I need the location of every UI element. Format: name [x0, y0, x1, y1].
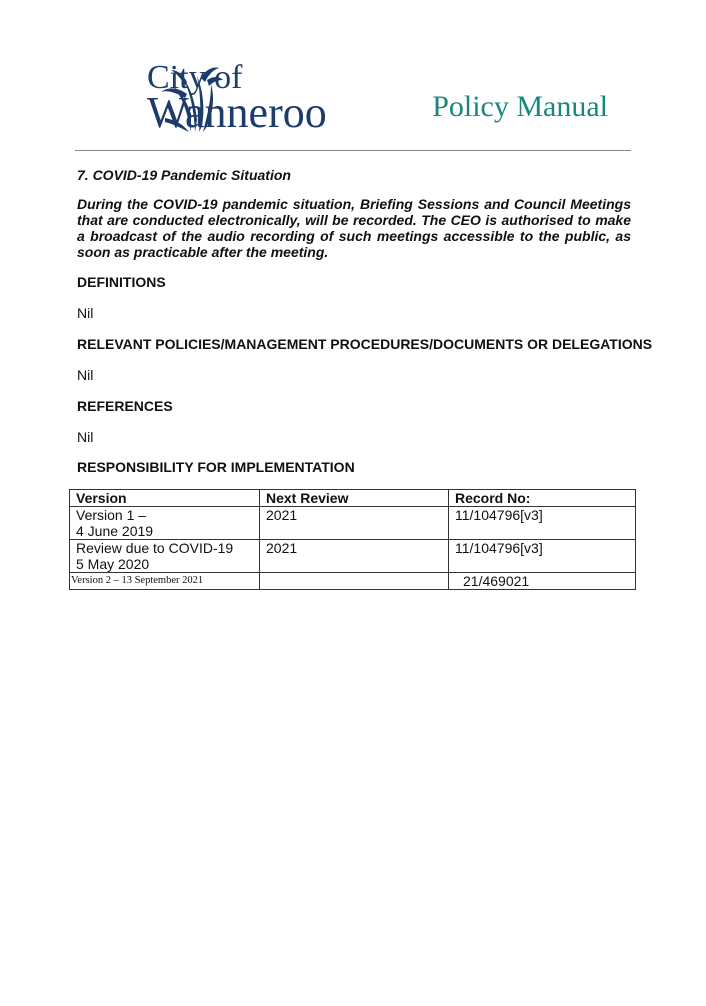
- header-record-no: Record No:: [449, 490, 636, 507]
- relevant-policies-heading: RELEVANT POLICIES/MANAGEMENT PROCEDURES/DOCUMENTS OR DELEGATIONS: [77, 336, 653, 352]
- responsibility-heading: RESPONSIBILITY FOR IMPLEMENTATION: [77, 459, 355, 475]
- table-row: [70, 507, 636, 540]
- next-review-cell: 2021: [260, 507, 449, 540]
- logo-wordmark-city-of: City of: [147, 59, 243, 96]
- references-body: Nil: [77, 429, 94, 445]
- version-date: 4 June 2019: [76, 523, 154, 539]
- record-cell: 11/104796[v3]: [449, 540, 636, 573]
- section-title: 7. COVID-19 Pandemic Situation: [77, 167, 291, 183]
- version-line: Review due to COVID-19: [76, 540, 234, 556]
- document-title: Policy Manual: [432, 90, 608, 123]
- version-date: 5 May 2020: [76, 556, 150, 572]
- version-cell: [70, 540, 260, 573]
- table-row: [70, 573, 636, 590]
- relevant-policies-body: Nil: [77, 367, 94, 383]
- header-divider: [75, 150, 631, 151]
- header-next-review: Next Review: [260, 490, 449, 507]
- table-header-row: [70, 490, 636, 507]
- next-review-cell: [260, 573, 449, 590]
- next-review-cell: 2021: [260, 540, 449, 573]
- table-row: [70, 540, 636, 573]
- record-cell: 11/104796[v3]: [449, 507, 636, 540]
- references-heading: REFERENCES: [77, 398, 173, 414]
- revision-table: [69, 489, 636, 590]
- version-cell: [70, 507, 260, 540]
- version-cell: Version 2 – 13 September 2021: [70, 573, 260, 590]
- version-line: Version 1 –: [76, 507, 147, 523]
- header-version: Version: [70, 490, 260, 507]
- definitions-body: Nil: [77, 305, 94, 321]
- logo-wordmark-wanneroo: Wanneroo: [147, 88, 327, 137]
- section-paragraph: During the COVID-19 pandemic situation, Briefing Sessions and Council Meetings that are conducted electronically, will be recorded. The CEO is authorised to make a broadcast of the audio recording of such meetings accessible to the public, as soon as practicable after the meeting.: [77, 196, 631, 260]
- record-cell: 21/469021: [449, 573, 636, 590]
- definitions-heading: DEFINITIONS: [77, 274, 166, 290]
